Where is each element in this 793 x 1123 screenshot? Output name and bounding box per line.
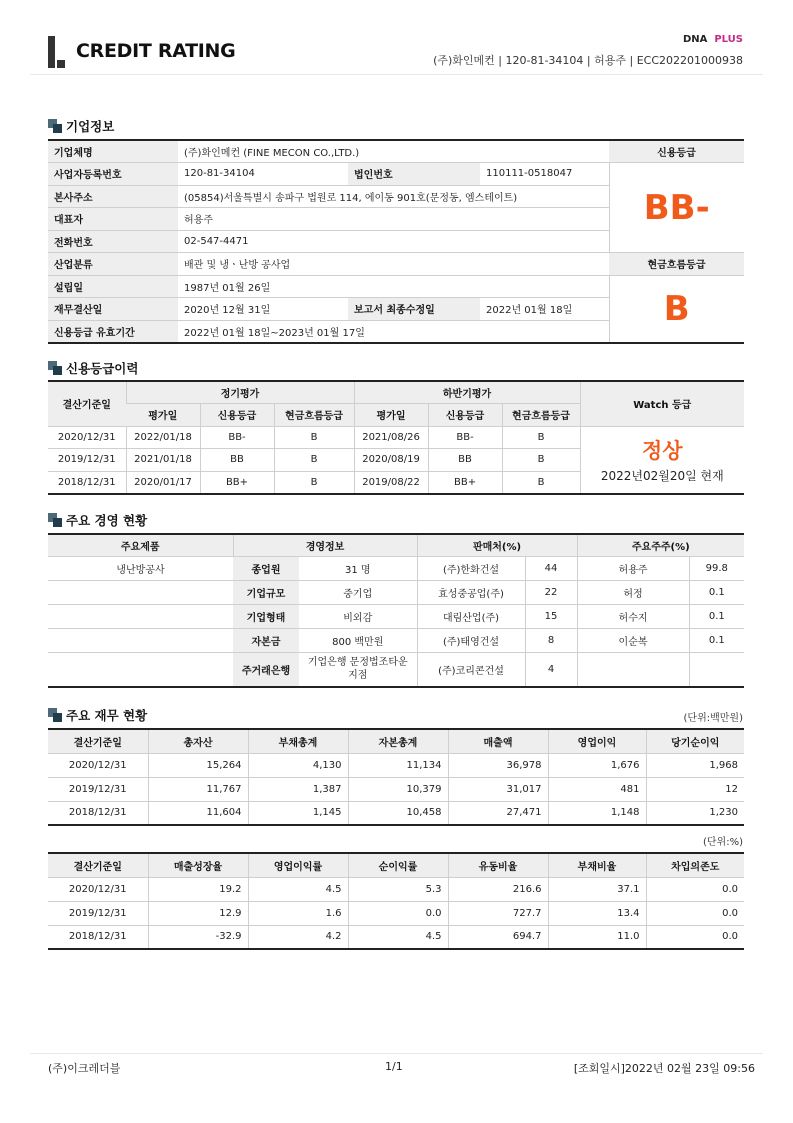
cell: 27,471 [448,801,548,825]
group-half: 하반기평가 [354,381,580,404]
footer-page-number: 1/1 [385,1060,403,1073]
info-label: 기업규모 [233,581,299,605]
info-value: 31 명 [299,557,417,581]
holder-pct: 99.8 [689,557,744,581]
col-info: 경영정보 [233,534,417,557]
unit-label-percent: (단위:%) [703,837,743,848]
cell: 2020/12/31 [48,426,126,449]
cell: 2020/08/19 [354,449,428,472]
cell: 216.6 [448,877,548,901]
col-header: 자본총계 [348,729,448,753]
table-row [48,605,744,629]
cell: 31,017 [448,777,548,801]
cell: B [274,471,354,494]
value-corp-no: 110111-0518047 [480,163,609,186]
info-value: 800 백만원 [299,629,417,653]
label-ceo: 대표자 [48,208,178,231]
cell: 0.0 [646,877,744,901]
label-biz-no: 사업자등록번호 [48,163,178,186]
value-valid-period: 2022년 01월 18일~2023년 01월 17일 [178,320,609,343]
cell: 10,379 [348,777,448,801]
table-row [48,901,744,925]
sales-name: (주)태영건설 [417,629,525,653]
label-founded: 설립일 [48,275,178,298]
group-regular: 정기평가 [126,381,354,404]
brand-dna: DNA [682,34,708,45]
holder-pct: 0.1 [689,629,744,653]
product-cell [48,629,233,653]
label-cash-grade: 현금흐름등급 [609,253,744,276]
brand-plus: PLUS [714,34,743,45]
cell: BB [200,449,274,472]
cell: 0.0 [646,901,744,925]
col-header: 부채총계 [248,729,348,753]
col-base-date: 결산기준일 [48,381,126,426]
col-header: 영업이익률 [248,853,348,877]
value-report-date: 2022년 01월 18일 [480,298,609,321]
label-industry: 산업분류 [48,253,178,276]
info-label: 자본금 [233,629,299,653]
col-credit: 신용등급 [200,404,274,427]
cell: BB- [200,426,274,449]
col-header: 매출성장율 [148,853,248,877]
cell: 2019/08/22 [354,471,428,494]
cell: 2022/01/18 [126,426,200,449]
label-fiscal: 재무결산일 [48,298,178,321]
cell: 4.5 [348,925,448,949]
section-title-text: 주요 경영 현황 [66,513,148,528]
col-watch: Watch 등급 [580,381,744,426]
cell: 2020/12/31 [48,753,148,777]
col-credit: 신용등급 [428,404,502,427]
header-divider [30,74,763,75]
sales-pct: 4 [525,653,577,687]
section-title-text: 신용등급이력 [66,361,139,376]
col-header: 결산기준일 [48,853,148,877]
header-subtitle: (주)화인메컨 | 120-81-34104 | 허용주 | ECC202201000938 [433,54,743,67]
section-square-icon [48,119,62,133]
product-cell [48,581,233,605]
section-title-management [48,511,147,529]
sales-pct: 44 [525,557,577,581]
cell: 12.9 [148,901,248,925]
cell: 11,604 [148,801,248,825]
cell: BB- [428,426,502,449]
product-cell [48,605,233,629]
watch-status: 정상 [641,439,683,463]
cell: 4,130 [248,753,348,777]
info-label: 주거래은행 [233,653,299,687]
holder-name: 이순복 [577,629,689,653]
value-biz-no: 120-81-34104 [178,163,348,186]
cell: 0.0 [646,925,744,949]
section-square-icon [48,708,62,722]
cell: 13.4 [548,901,646,925]
unit-label-million: (단위:백만원) [683,713,743,724]
col-products: 주요제품 [48,534,233,557]
cell: 4.5 [248,877,348,901]
cell: 12 [646,777,744,801]
table-row [48,629,744,653]
cell: 1,230 [646,801,744,825]
col-holders: 주요주주(%) [577,534,744,557]
brand-logo [683,34,743,45]
info-label: 종업원 [233,557,299,581]
cell: 1,676 [548,753,646,777]
credit-grade-value: BB- [609,163,744,253]
company-info-table [48,139,744,344]
section-title-text: 주요 재무 현황 [66,708,148,723]
cell: B [274,426,354,449]
table-row [48,925,744,949]
col-header: 결산기준일 [48,729,148,753]
sales-name: (주)한화건설 [417,557,525,581]
cell: 727.7 [448,901,548,925]
table-row [48,877,744,901]
cell: 2021/01/18 [126,449,200,472]
cell: 2020/01/17 [126,471,200,494]
cell: B [502,471,580,494]
cell: 1,387 [248,777,348,801]
footer-company: (주)이크레더블 [48,1062,121,1075]
financial-table-amounts [48,728,744,826]
cell: 2018/12/31 [48,471,126,494]
cell: 36,978 [448,753,548,777]
cell: BB+ [428,471,502,494]
section-title-financial [48,706,147,724]
section-title-company [48,117,114,135]
table-row [48,557,744,581]
cell: 19.2 [148,877,248,901]
col-header: 총자산 [148,729,248,753]
holder-name [577,653,689,687]
info-label: 기업형태 [233,605,299,629]
product-cell: 냉난방공사 [48,557,233,581]
section-title-text: 기업정보 [66,119,115,134]
label-credit-grade: 신용등급 [609,140,744,163]
cell: 2021/08/26 [354,426,428,449]
col-header: 부채비율 [548,853,646,877]
cell: 1,968 [646,753,744,777]
col-header: 순이익률 [348,853,448,877]
watch-date: 2022년02월20일 현재 [600,469,724,483]
product-cell [48,653,233,687]
watch-grade-cell [580,426,744,494]
table-row [48,581,744,605]
cell: B [502,426,580,449]
cell: 2019/12/31 [48,901,148,925]
label-valid-period: 신용등급 유효기간 [48,320,178,343]
cell: 11,134 [348,753,448,777]
page-title: CREDIT RATING [76,40,236,62]
label-address: 본사주소 [48,185,178,208]
management-table [48,533,744,688]
holder-pct: 0.1 [689,581,744,605]
value-ceo: 허용주 [178,208,609,231]
value-address: (05854)서울특별시 송파구 법원로 114, 에이동 901호(문정동, 엠스테이트) [178,185,609,208]
holder-name: 허용주 [577,557,689,581]
cell: 2020/12/31 [48,877,148,901]
cell: 481 [548,777,646,801]
col-header: 차입의존도 [646,853,744,877]
sales-pct: 15 [525,605,577,629]
cell: 10,458 [348,801,448,825]
label-corp-no: 법인번호 [348,163,480,186]
cell: 1,148 [548,801,646,825]
cell: 0.0 [348,901,448,925]
col-header: 유동비율 [448,853,548,877]
holder-name: 허수지 [577,605,689,629]
sales-name: (주)코리콘건설 [417,653,525,687]
holder-pct: 0.1 [689,605,744,629]
cell: 5.3 [348,877,448,901]
cell: 11,767 [148,777,248,801]
col-eval-date: 평가일 [354,404,428,427]
sales-name: 효성중공업(주) [417,581,525,605]
col-cash: 현금흐름등급 [274,404,354,427]
value-fiscal: 2020년 12월 31일 [178,298,348,321]
cell: 2019/12/31 [48,449,126,472]
value-phone: 02-547-4471 [178,230,609,253]
table-row [48,777,744,801]
cell: BB [428,449,502,472]
info-value: 비외감 [299,605,417,629]
table-row [48,753,744,777]
logo-dot [57,60,65,68]
value-industry: 배관 및 냉ㆍ난방 공사업 [178,253,609,276]
value-company-name: (주)화인메컨 (FINE MECON CO.,LTD.) [178,140,609,163]
info-value: 기업은행 문정법조타운지점 [299,653,417,687]
cell: B [274,449,354,472]
col-sales: 판매처(%) [417,534,577,557]
holder-name: 허정 [577,581,689,605]
col-eval-date: 평가일 [126,404,200,427]
sales-pct: 22 [525,581,577,605]
col-header: 매출액 [448,729,548,753]
logo-bar [48,36,55,68]
cell: 2018/12/31 [48,801,148,825]
cell: 694.7 [448,925,548,949]
sales-name: 대림산업(주) [417,605,525,629]
sales-pct: 8 [525,629,577,653]
col-header: 당기순이익 [646,729,744,753]
label-phone: 전화번호 [48,230,178,253]
footer-timestamp: [조회일시]2022년 02월 23일 09:56 [573,1062,755,1075]
cell: -32.9 [148,925,248,949]
financial-table-ratios [48,852,744,950]
credit-history-table [48,380,744,495]
table-row [48,653,744,687]
cell: 15,264 [148,753,248,777]
cell: 2018/12/31 [48,925,148,949]
cell: BB+ [200,471,274,494]
cell: 4.2 [248,925,348,949]
section-square-icon [48,361,62,375]
col-cash: 현금흐름등급 [502,404,580,427]
cell: 2019/12/31 [48,777,148,801]
cell: 11.0 [548,925,646,949]
cell: 37.1 [548,877,646,901]
info-value: 중기업 [299,581,417,605]
table-row [48,426,744,449]
table-row [48,801,744,825]
label-report-date: 보고서 최종수정일 [348,298,480,321]
holder-pct [689,653,744,687]
section-title-history [48,359,138,377]
label-company-name: 기업체명 [48,140,178,163]
cell: 1,145 [248,801,348,825]
cell: B [502,449,580,472]
section-square-icon [48,513,62,527]
cash-grade-value: B [609,275,744,343]
cell: 1.6 [248,901,348,925]
footer-divider [30,1053,763,1054]
col-header: 영업이익 [548,729,646,753]
value-founded: 1987년 01월 26일 [178,275,609,298]
